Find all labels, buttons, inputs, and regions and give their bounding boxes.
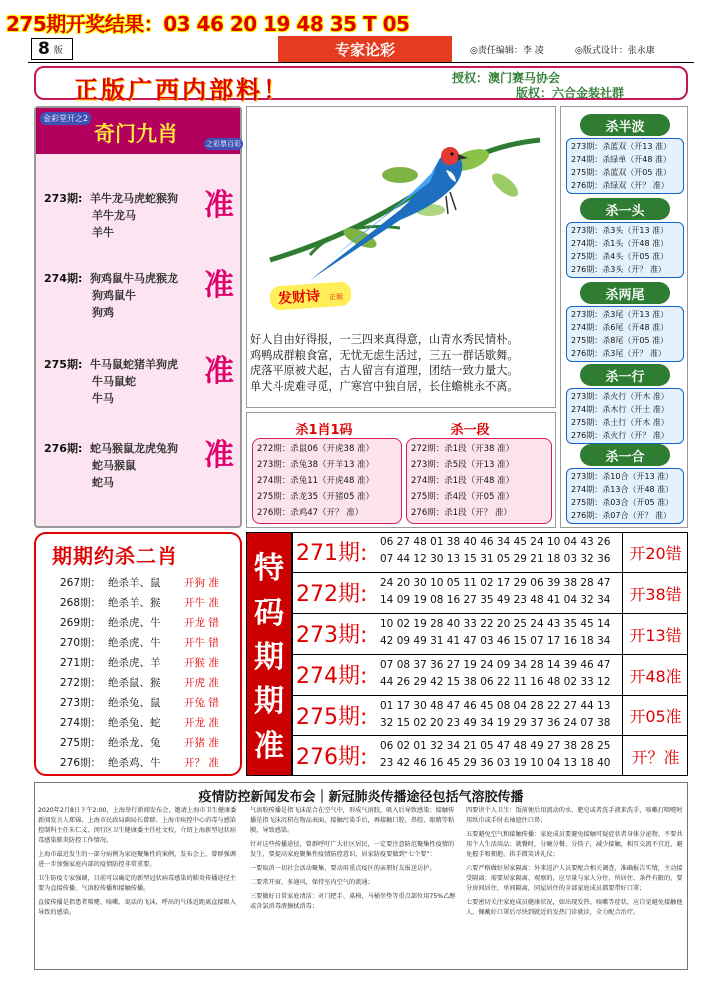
yuesha-result: 开牛 准 — [184, 597, 219, 609]
tema-row — [292, 736, 688, 776]
qimen-line: 羊牛 — [92, 226, 114, 239]
tema-nums-2: 44 26 29 42 15 38 06 22 11 16 48 02 33 12 — [380, 676, 611, 688]
qimen-mark: 准 — [204, 354, 234, 389]
qimen-period: 274期: — [44, 272, 83, 285]
yuesha-row — [60, 593, 240, 613]
qimen-line: 狗鸡鼠牛 — [92, 289, 136, 302]
tema-nums-2: 07 44 12 30 13 15 31 05 29 21 18 03 32 36 — [380, 553, 611, 565]
qimen-period: 273期: — [44, 192, 83, 205]
right-row: 274期：杀1头（开48 准） — [571, 239, 669, 248]
tema-result: 开05准 — [622, 696, 688, 735]
qimen-badge-left: 金彩堂开之2 — [40, 112, 91, 125]
bird-illustration — [250, 110, 552, 302]
yuesha-result: 开虎 准 — [184, 677, 219, 689]
sha1xiao-title: 杀1肖1码 — [274, 418, 374, 438]
right-box — [566, 306, 684, 362]
yuesha-title: 期期约杀二肖 — [52, 544, 178, 568]
tema-side-char: 准 — [254, 728, 284, 764]
news-paragraph: 六要严格做好居家隔离：外来返沪人员要配合相关调查，准确报告实情，主动接受隔离；需要居家隔离、观察的，应尽量与家人分住，所居住、条件有限的，要分房间居住，单间隔离，同屋居住的全部家庭成员都要带好口罩； — [466, 865, 683, 892]
banner-auth-2: 版权：六合金装社群 — [516, 86, 625, 100]
right-row: 273期：杀火行（开木 准） — [571, 392, 669, 401]
sha1xiao-row: 275期：杀龙35（开猪05 准） — [257, 492, 375, 502]
news-col-1 — [38, 806, 242, 918]
header-rule — [28, 62, 694, 63]
sha1duan-row: 272期：杀1段（开38 准） — [411, 444, 515, 454]
sha1xiao-box — [252, 438, 402, 524]
poem-line: 鸡鸭成群粮食富，无忧无虑生活过，三五一群话歇舞。 — [250, 348, 519, 362]
right-title: 杀一合 — [580, 444, 670, 466]
qimen-header — [36, 108, 240, 154]
yuesha-row — [60, 713, 240, 733]
qimen-line: 牛马鼠蛇猪羊狗虎 — [90, 358, 178, 371]
yuesha-row — [60, 633, 240, 653]
yuesha-period: 275期： — [60, 737, 102, 749]
right-box — [566, 222, 684, 278]
yuesha-list — [60, 573, 240, 773]
yuesha-period: 272期： — [60, 677, 102, 689]
yuesha-kill: 绝杀羊、鼠 — [108, 577, 161, 589]
designer-credit: ◎版式设计：张永康 — [575, 46, 655, 56]
yuesha-row — [60, 693, 240, 713]
news-paragraph: 上海市最近发生的一部分病例为家庭聚集性的案例，发布会上，曾群强调进一步加强家庭内部的疫情防控非常重要。 — [38, 851, 236, 868]
tema-result: 开20错 — [622, 532, 688, 572]
right-row: 275期：杀4头（开05 准） — [571, 252, 669, 261]
tema-nums-2: 23 42 46 16 45 29 36 03 19 10 04 13 18 40 — [380, 757, 611, 769]
sha1duan-box — [406, 438, 552, 524]
tema-period: 275期: — [296, 705, 368, 730]
sha1duan-row: 275期：杀4段（开05 准） — [411, 492, 515, 502]
yuesha-period: 269期： — [60, 617, 102, 629]
right-row: 273期：杀3头（开13 准） — [571, 226, 669, 235]
tema-period: 274期: — [296, 664, 368, 689]
sha1xiao-row: 272期：杀鼠06（开虎38 准） — [257, 444, 375, 454]
yuesha-kill: 绝杀鸡、牛 — [108, 757, 161, 769]
yuesha-result: 开狗 准 — [184, 577, 219, 589]
qimen-period: 275期: — [44, 358, 83, 371]
tema-result: 开？准 — [622, 736, 688, 776]
tema-period: 276期: — [296, 745, 368, 770]
right-row: 273期：杀10合（开13 准） — [571, 472, 674, 481]
tema-nums-1: 01 17 30 48 47 46 45 08 04 28 22 27 44 13 — [380, 700, 611, 712]
yuesha-row — [60, 753, 240, 773]
poem-line: 虎落平原被犬起，古人留言有道理，团结一致力量大。 — [250, 364, 519, 377]
banner — [34, 66, 688, 104]
qimen-line: 羊牛龙马 — [92, 209, 136, 222]
right-title: 杀一行 — [580, 364, 670, 386]
news-col-3 — [466, 806, 684, 918]
news-paragraph: 七要密切关注家庭成员健康状况，如出现发热、咳嗽等症状，应自觉避免接触他人，佩戴好口罩后尽快到就近的发热门诊就诊，全力配合治疗。 — [466, 899, 683, 916]
tema-side-char: 期 — [254, 684, 284, 720]
tema-nums-1: 06 27 48 01 38 40 46 34 45 24 10 04 43 26 — [380, 536, 611, 548]
banner-title: 正版广西内部料！ — [74, 76, 290, 104]
news-paragraph: 四要讲个人卫生：饭前便后用流动的水、肥皂或者洗手液来洗手，咳嗽打喷嚏时用纸巾或手肘衣袖遮住口鼻； — [466, 807, 683, 824]
poem-line: 单犬斗虎难寻觅，广寒宫中独自居，长住蟾桃永不离。 — [250, 379, 519, 393]
right-row: 274期：杀绿单（开48 准） — [571, 155, 671, 164]
yuesha-period: 267期： — [60, 577, 102, 589]
tema-row — [292, 614, 688, 655]
yuesha-period: 274期： — [60, 717, 102, 729]
right-box — [566, 138, 684, 194]
yuesha-result: 开？ 准 — [184, 757, 219, 769]
yuesha-result: 开猪 准 — [184, 737, 219, 749]
qimen-line: 牛马 — [92, 392, 114, 405]
banner-auth-1: 授权：澳门赛马协会 — [452, 71, 561, 85]
right-row: 276期：杀07合（开？ 准） — [571, 511, 671, 520]
qimen-badge-right: 之彩票百彩 — [206, 140, 241, 148]
poem-line: 好人自由好得报，一三四来真得意，山青水秀民情朴。 — [250, 333, 519, 346]
tema-period: 271期: — [296, 541, 368, 566]
tema-row — [292, 655, 688, 696]
yuesha-result: 开龙 错 — [184, 617, 219, 629]
right-row: 275期：杀8尾（开05 准） — [571, 336, 669, 345]
tema-side-char: 特 — [254, 551, 284, 587]
qimen-line: 牛马鼠蛇 — [92, 375, 136, 388]
tema-nums-2: 32 15 02 20 23 49 34 19 29 37 36 24 07 38 — [380, 717, 611, 729]
tema-nums-1: 10 02 19 28 40 33 22 20 25 24 43 35 45 14 — [380, 618, 611, 630]
right-row: 273期：杀3尾（开13 准） — [571, 310, 669, 319]
yuesha-kill: 绝杀兔、蛇 — [108, 717, 161, 729]
right-row: 274期：杀6尾（开48 准） — [571, 323, 669, 332]
page-unit: 版 — [53, 45, 63, 56]
news-paragraph: 一要取消一切社会活动聚集，要动用重点疫区的亲朋好友报送访护。 — [250, 865, 436, 872]
tema-side-char: 码 — [254, 595, 284, 631]
right-title: 杀半波 — [580, 114, 670, 136]
yuesha-period: 268期： — [60, 597, 102, 609]
tema-side-char: 期 — [254, 639, 284, 675]
yuesha-result: 开猴 准 — [184, 657, 219, 669]
right-row: 276期：杀3尾（开？ 准） — [571, 349, 666, 358]
yuesha-period: 270期： — [60, 637, 102, 649]
tema-row — [292, 573, 688, 614]
qimen-line: 蛇马 — [92, 476, 114, 489]
qimen-line: 蛇马猴鼠 — [92, 459, 136, 472]
sha1xiao-row: 274期：杀兔11（开虎48 准） — [257, 476, 375, 486]
qimen-mark: 准 — [204, 188, 234, 223]
tema-nums-2: 42 09 49 31 41 47 03 46 15 07 17 16 18 34 — [380, 635, 611, 647]
yuesha-period: 276期： — [60, 757, 102, 769]
sha1duan-row: 276期：杀1段（开？ 准） — [411, 508, 512, 518]
yuesha-kill: 绝杀虎、牛 — [108, 637, 161, 649]
yuesha-result: 开龙 准 — [184, 717, 219, 729]
yuesha-kill: 绝杀龙、兔 — [108, 737, 161, 749]
tema-nums-1: 24 20 30 10 05 11 02 17 29 06 39 38 28 47 — [380, 577, 611, 589]
qimen-line: 蛇马猴鼠龙虎兔狗 — [90, 442, 178, 455]
right-row: 275期：杀蓝双（开05 准） — [571, 168, 671, 177]
right-row: 276期：杀火行（开？ 准） — [571, 431, 669, 440]
yuesha-period: 273期： — [60, 697, 102, 709]
sha1xiao-row: 276期：杀鸡47（开？ 准） — [257, 508, 364, 518]
right-row: 276期：杀绿双（开？ 准） — [571, 181, 669, 190]
yuesha-row — [60, 613, 240, 633]
column-title: 专家论彩 — [278, 36, 452, 62]
yuesha-row — [60, 653, 240, 673]
tema-nums-1: 06 02 01 32 34 21 05 47 48 49 27 38 28 25 — [380, 740, 611, 752]
tema-result: 开38错 — [622, 573, 688, 613]
right-row: 276期：杀3头（开？ 准） — [571, 265, 666, 274]
yuesha-row — [60, 573, 240, 593]
news-col-2 — [250, 806, 458, 912]
news-paragraph: 气溶胶传播是指飞沫混合在空气中，形成气溶胶，吸入后导致感染；接触传播是指飞沫沉积在物品表面，接触污染手后，再接触口腔、鼻腔、眼睛等粘膜，导致感染。 — [250, 807, 455, 834]
tema-row — [292, 696, 688, 736]
right-row: 275期：杀03合（开05 准） — [571, 498, 674, 507]
qimen-mark: 准 — [204, 268, 234, 303]
news-paragraph: 直接传播是指患者喷嚏、咳嗽、说话的飞沫，呼出的气体近距离直接吸入导致的感染。 — [38, 899, 236, 916]
news-headline: 疫情防控新闻发布会｜新冠肺炎传播途径包括气溶胶传播 — [198, 790, 524, 805]
tema-period: 272期: — [296, 582, 368, 607]
qimen-line: 狗鸡鼠牛马虎猴龙 — [90, 272, 178, 285]
qimen-line: 狗鸡 — [92, 306, 114, 319]
qimen-title: 奇门九肖 — [94, 122, 178, 146]
tema-result: 开48准 — [622, 655, 688, 695]
news-paragraph: 2020年2月8日下午2:00，上海举行新闻发布会，邀请上海市卫生健康委新闻发言人郑锦、上海市民政局副局长曾群、上海市疾控中心消毒与感染控制科主任朱仁义、闵行区卫生健康委主任杜文校，介绍上海新型冠状病毒感染肺炎防控工作情况。 — [38, 807, 237, 844]
page-number-box — [31, 38, 73, 60]
tema-nums-1: 07 08 37 36 27 19 24 09 34 28 14 39 46 47 — [380, 659, 611, 671]
qimen-line: 羊牛龙马虎蛇猴狗 — [90, 192, 178, 205]
qimen-period: 276期: — [44, 442, 83, 455]
tema-side — [246, 532, 292, 776]
yuesha-row — [60, 733, 240, 753]
news-paragraph: 三要做好日常家庭清洁：对门把手、桌椅、马桶坐垫等重点部位用75%乙醇或含氯消毒液擦拭消毒； — [250, 893, 456, 910]
right-title: 杀一头 — [580, 198, 670, 220]
news-paragraph: 五要避免空气和接触传播：家庭成员要避免接触可疑症状者身体分泌物、不要共用个人生活用品；就餐时，分碗分餐、分筷子，减少接触，相互交流不宜近，避免握手和拥抱，拱手微笑讲礼仪； — [466, 831, 683, 858]
yuesha-result: 开牛 错 — [184, 637, 219, 649]
result-title: 275期开奖结果：03 46 20 19 48 35 T 05 — [6, 12, 410, 36]
yuesha-kill: 绝杀兔、鼠 — [108, 697, 161, 709]
right-row: 275期：杀土行（开木 准） — [571, 418, 669, 427]
poem-text — [250, 332, 554, 394]
editor-credit: ◎责任编辑：李 凌 — [470, 46, 544, 56]
poem-badge-sub: 正版 — [328, 292, 344, 302]
tema-nums-2: 14 09 19 08 16 27 35 49 23 48 41 04 32 34 — [380, 594, 611, 606]
yuesha-kill: 绝杀虎、牛 — [108, 617, 161, 629]
page-number: 8 — [38, 39, 50, 59]
right-row: 274期：杀13合（开48 准） — [571, 485, 674, 494]
right-row: 274期：杀木行（开土 准） — [571, 405, 669, 414]
yuesha-period: 271期： — [60, 657, 102, 669]
sha1duan-title: 杀一段 — [450, 422, 490, 438]
qimen-mark: 准 — [204, 438, 234, 473]
poem-badge-title: 发财诗 — [277, 288, 321, 308]
sha1xiao-row: 273期：杀兔38（开羊13 准） — [257, 460, 375, 470]
sha1duan-row: 274期：杀1段（开48 准） — [411, 476, 515, 486]
yuesha-kill: 绝杀虎、羊 — [108, 657, 161, 669]
tema-result: 开13错 — [622, 614, 688, 654]
news-paragraph: 针对这些传播途径，曾群呼吁广大社区居民，一定要注意防范聚集性疫情的发生，要提高家庭聚集性疫情防控意识，居家防疫要做到“七个要”： — [250, 841, 455, 858]
right-box — [566, 468, 684, 524]
news-paragraph: 二要常开窗，多通风，保持室内空气的流通； — [250, 879, 374, 886]
tema-row — [292, 532, 688, 573]
sha1duan-row: 273期：杀5段（开13 准） — [411, 460, 515, 470]
right-title: 杀两尾 — [580, 282, 670, 304]
yuesha-kill: 绝杀羊、猴 — [108, 597, 161, 609]
yuesha-row — [60, 673, 240, 693]
yuesha-result: 开兔 错 — [184, 697, 219, 709]
tema-period: 273期: — [296, 623, 368, 648]
right-row: 273期：杀蓝双（开13 准） — [571, 142, 671, 151]
news-paragraph: 卫生防疫专家强调，目前可以确定的新型冠状病毒感染的肺炎传播途径主要为直接传播、气溶胶传播和接触传播。 — [38, 875, 236, 892]
right-box — [566, 388, 684, 444]
yuesha-kill: 绝杀鼠、猴 — [108, 677, 161, 689]
